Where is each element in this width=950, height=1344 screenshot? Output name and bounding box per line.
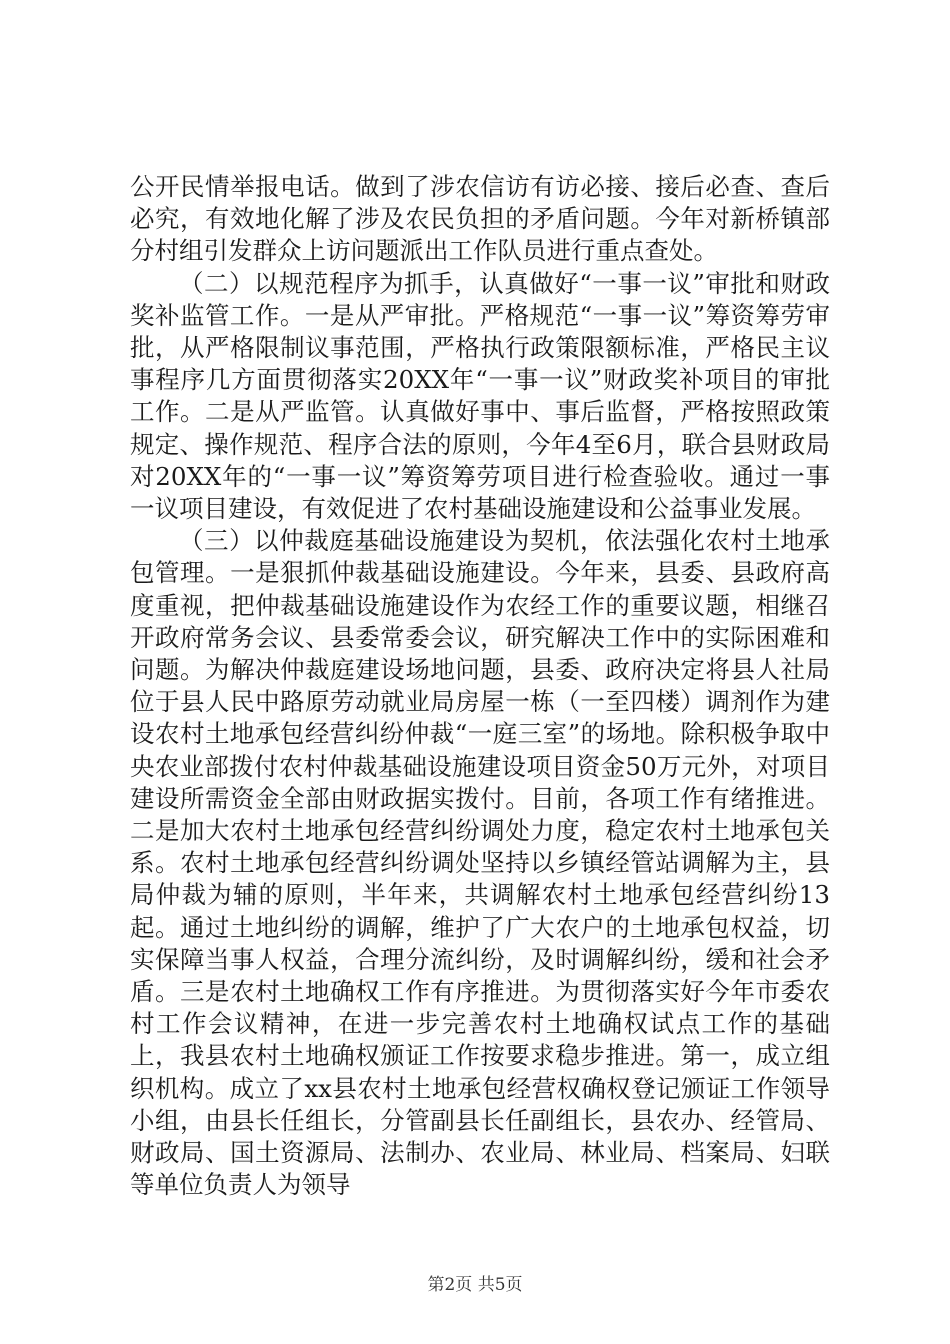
page-number-label: 第2页 共5页 — [427, 1275, 523, 1295]
paragraph-continuation: 公开民情举报电话。做到了涉农信访有访必接、接后必查、查后必究，有效地化解了涉及农民负担的矛盾问题。今年对新桥镇部分村组引发群众上访问题派出工作队员进行重点查处。 — [130, 172, 830, 266]
paragraph-section-two: （二）以规范程序为抓手，认真做好“一事一议”审批和财政奖补监管工作。一是从严审批。严格规范“一事一议”筹资筹劳审批，从严格限制议事范围，严格执行政策限额标准，严格民主议事程序几方面贯彻落实20XX年“一事一议”财政奖补项目的审批工作。二是从严监管。认真做好事中、事后监督，严格按照政策规定、操作规范、程序合法的原则，今年4至6月，联合县财政局对20XX年的“一事一议”筹资筹劳项目进行检查验收。通过一事一议项目建设，有效促进了农村基础设施建设和公益事业发展。 — [130, 268, 830, 524]
paragraph-section-three: （三）以仲裁庭基础设施建设为契机，依法强化农村土地承包管理。一是狠抓仲裁基础设施建设。今年来，县委、县政府高度重视，把仲裁基础设施建设作为农经工作的重要议题，相继召开政府常务会议、县委常委会议，研究解决工作中的实际困难和问题。为解决仲裁庭建设场地问题，县委、政府决定将县人社局位于县人民中路原劳动就业局房屋一栋（一至四楼）调剂作为建设农村土地承包经营纠纷仲裁“一庭三室”的场地。除积极争取中央农业部拨付农村仲裁基础设施建设项目资金50万元外，对项目建设所需资金全部由财政据实拨付。目前，各项工作有绪推进。二是加大农村土地承包经营纠纷调处力度，稳定农村土地承包关系。农村土地承包经营纠纷调处坚持以乡镇经管站调解为主，县局仲裁为辅的原则，半年来，共调解农村土地承包经营纠纷13起。通过土地纠纷的调解，维护了广大农户的土地承包权益，切实保障当事人权益，合理分流纠纷，及时调解纠纷，缓和社会矛盾。三是农村土地确权工作有序推进。为贯彻落实好今年市委农村工作会议精神，在进一步完善农村土地确权试点工作的基础上，我县农村土地确权颁证工作按要求稳步推进。第一，成立组织机构。成立了xx县农村土地承包经营权确权登记颁证工作领导小组，由县长任组长，分管副县长任副组长，县农办、经管局、财政局、国土资源局、法制办、农业局、林业局、档案局、妇联等单位负责人为领导 — [130, 526, 830, 1200]
page-footer — [0, 1274, 950, 1296]
document-body — [130, 171, 830, 1202]
